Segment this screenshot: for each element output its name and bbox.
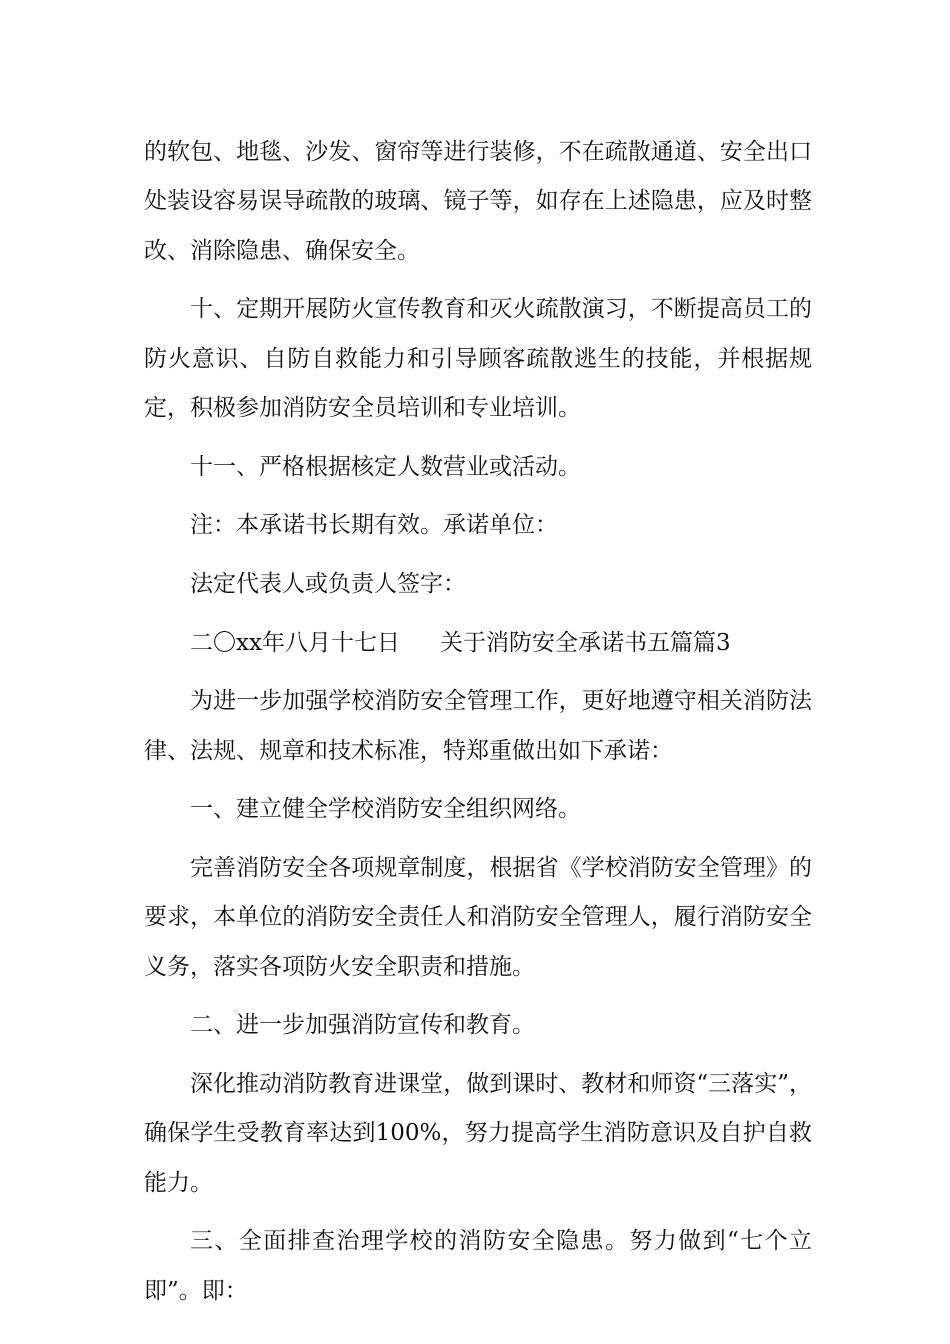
- paragraph-8: 一、建立健全学校消防安全组织网络。: [190, 796, 581, 823]
- signature-date: 二〇xx年八月十七日: [190, 629, 400, 656]
- paragraph-12: 三、全面排查治理学校的消防安全隐患。努力做到“七个立即”。即：: [144, 1228, 812, 1304]
- section-heading: 关于消防安全承诺书五篇篇3: [439, 629, 731, 656]
- paragraph-1: 的软包、地毯、沙发、窗帘等进行装修，不在疏散通道、安全出口处装设容易误导疏散的玻璃、镜子等，如存在上述隐患，应及时整改、消除隐患、确保安全。: [144, 139, 812, 264]
- paragraph-7: 为进一步加强学校消防安全管理工作，更好地遵守相关消防法律、法规、规章和技术标准，特郑重做出如下承诺：: [144, 688, 812, 764]
- paragraph-4: 注：本承诺书长期有效。承诺单位：: [190, 512, 558, 539]
- paragraph-11: 深化推动消防教育进课堂，做到课时、教材和师资“三落实”，确保学生受教育率达到100%，努力提高学生消防意识及自护自救能力。: [144, 1070, 812, 1196]
- paragraph-10: 二、进一步加强消防宣传和教育。: [190, 1012, 535, 1039]
- paragraph-3: 十一、严格根据核定人数营业或活动。: [190, 453, 581, 480]
- paragraph-2: 十、定期开展防火宣传教育和灭火疏散演习，不断提高员工的防火意识、自防自救能力和引导顾客疏散逃生的技能，并根据规定，积极参加消防安全员培训和专业培训。: [144, 296, 812, 422]
- document-body: [144, 128, 812, 1325]
- paragraph-5: 法定代表人或负责人签字：: [190, 571, 466, 597]
- paragraph-9: 完善消防安全各项规章制度，根据省《学校消防安全管理》的要求，本单位的消防安全责任人和消防安全管理人，履行消防安全义务，落实各项防火安全职责和措施。: [144, 854, 812, 980]
- paragraph-6: [144, 619, 812, 668]
